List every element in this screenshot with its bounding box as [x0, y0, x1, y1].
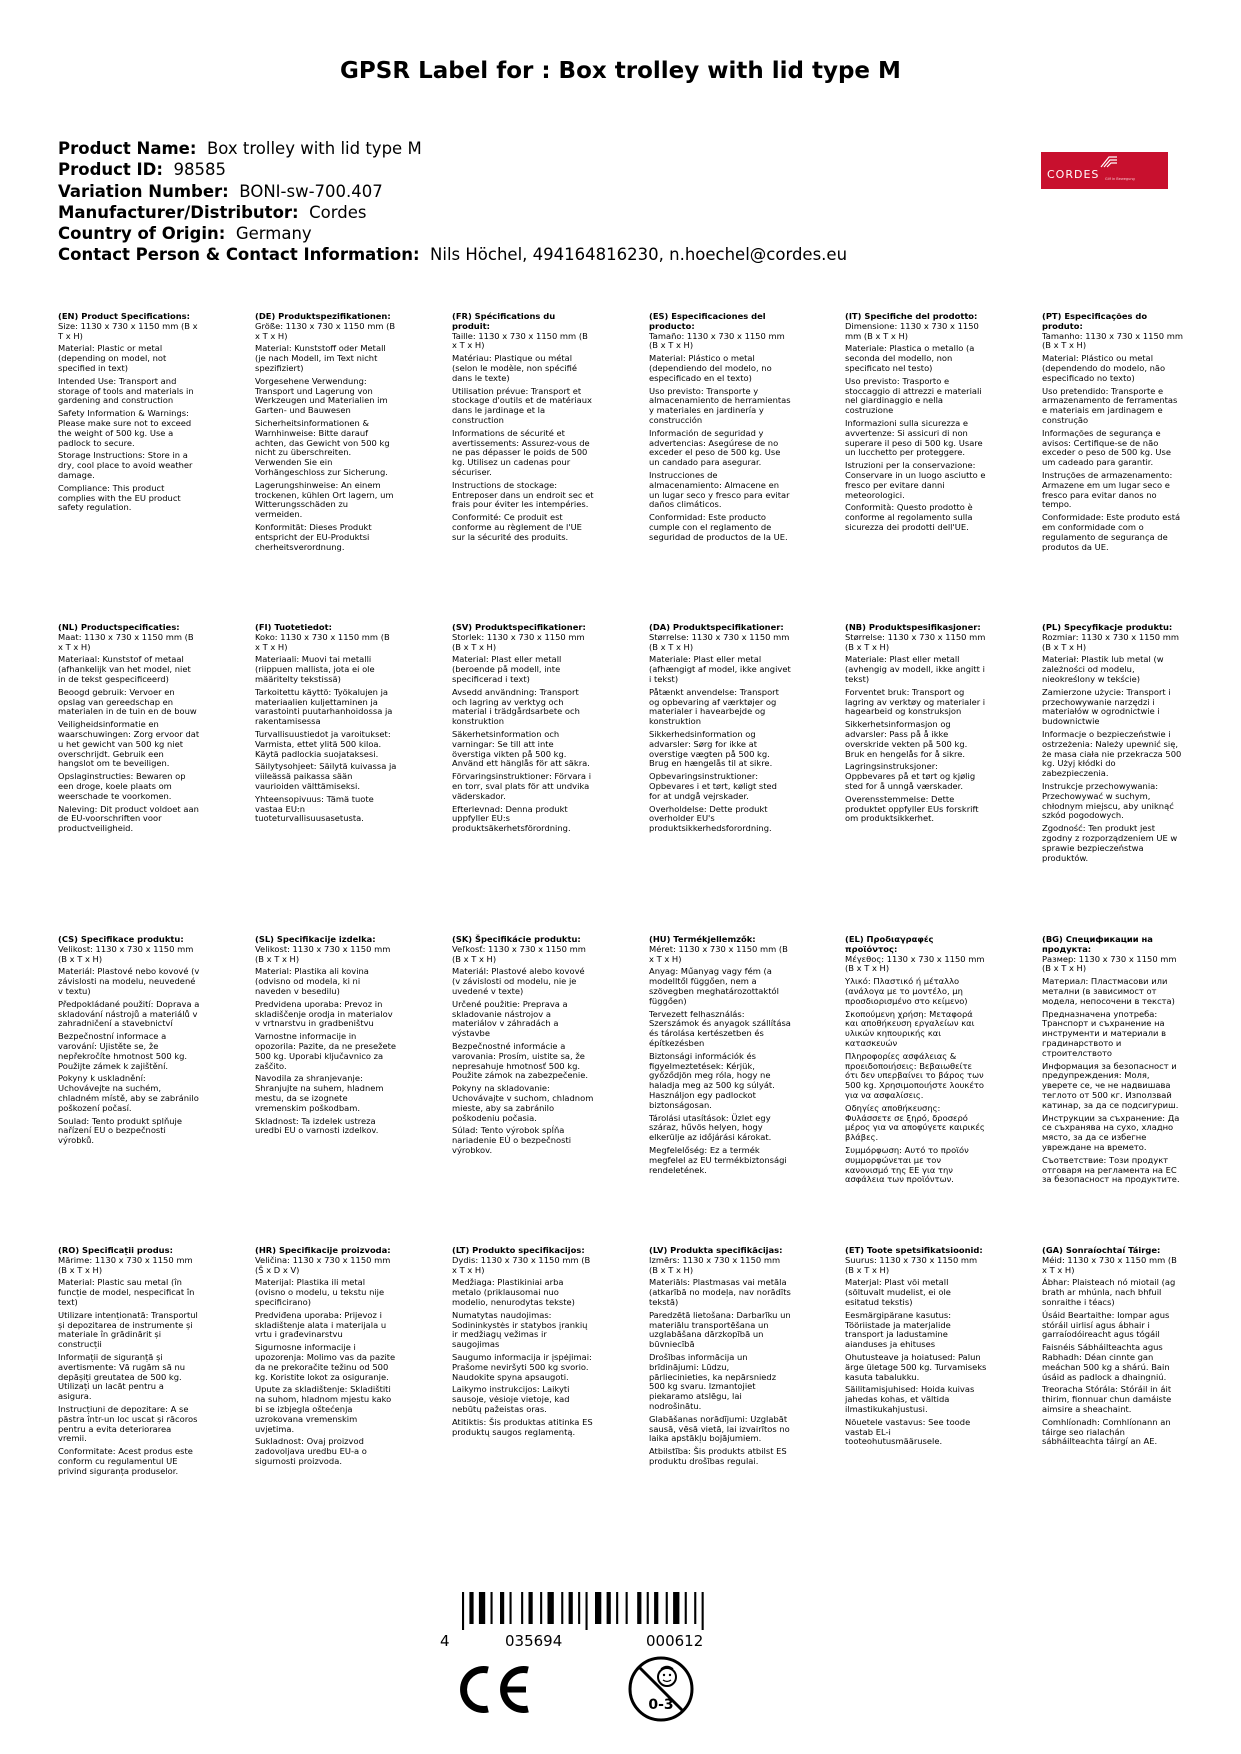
- spec-paragraph: Informacje o bezpieczeństwie i ostrzeżenia: Należy upewnić się, że masa ciała nie przekracza 500 kg. Użyj kłódki do zabezpieczenia.: [1042, 728, 1182, 779]
- spec-heading: (RO) Specificații produs:: [58, 1245, 173, 1255]
- spec-paragraph: Informazioni sulla sicurezza e avvertenze: Si assicuri di non superare il peso di 500 kg. Usare un lucchetto per proteggere.: [845, 417, 983, 458]
- spec-paragraph: Nõuetele vastavus: See toode vastab EL-i tooteohutusmäärusele.: [845, 1416, 971, 1447]
- spec-heading: (SL) Specifikacije izdelka:: [255, 934, 376, 944]
- spec-heading: (SK) Špecifikácie produktu:: [452, 934, 581, 944]
- barcode-left-digits: 035694: [505, 1632, 563, 1650]
- spec-paragraph: Material: Plastic sau metal (în funcție de model, nespecificat în text): [58, 1277, 195, 1307]
- spec-paragraph: Overholdelse: Dette produkt overholder EU's produktsikkerhedsforordning.: [649, 803, 772, 834]
- spec-paragraph: Medžiaga: Plastikiniai arba metalo (priklausomai nuo modelio, nenurodytas tekste): [452, 1277, 575, 1307]
- spec-paragraph: Sigurnosne informacije i upozorenja: Molimo vas da pazite da ne prekoračite težinu od 500 kg. Koristite lokot za osiguranje.: [255, 1342, 396, 1382]
- barcode-bar: [561, 1592, 563, 1624]
- spec-paragraph: Säilitamisjuhised: Hoida kuivas jahedas kohas, et vältida ilmastikukahjustusi.: [845, 1384, 975, 1414]
- spec-paragraph: Conformidad: Este producto cumple con el reglamento de seguridad de productos de la UE.: [649, 512, 788, 542]
- info-manufacturer: [58, 202, 847, 223]
- info-product-id: [58, 159, 847, 180]
- spec-paragraph: Saugumo informacija ir įspėjimai: Prašome neviršyti 500 kg svorio. Naudokite spyna apsaugoti.: [452, 1351, 592, 1382]
- spec-paragraph: Treoracha Stórála: Stóráil in áit thirim, fionnuar chun damáiste aimsire a sheachaint.: [1042, 1384, 1172, 1414]
- spec-paragraph: Uso pretendido: Transporte e armazenamento de ferramentas e materiais em jardinagem e construção: [1042, 385, 1178, 425]
- info-country: [58, 223, 847, 244]
- logo-tagline: Gilf in Bewegung: [1105, 177, 1135, 181]
- spec-heading: (CS) Specifikace produktu:: [58, 934, 184, 944]
- spec-paragraph: Biztonsági információk és figyelmeztetések: Kérjük, győződjön meg róla, hogy ne haladja meg az 500 kg súlyát. Használjon egy padlockot biztonságosan.: [649, 1050, 775, 1110]
- ean-barcode: [440, 1592, 736, 1630]
- barcode-bar: [529, 1592, 533, 1624]
- ce-mark-icon: [452, 1662, 535, 1717]
- spec-paragraph: Taille: 1130 x 730 x 1150 mm (B x T x H): [452, 330, 588, 351]
- spec-heading: (PT) Especificações do produto:: [1042, 311, 1148, 331]
- spec-paragraph: Varnostne informacije in opozorila: Pazite, da ne presežete 500 kg. Uporabi ključavnico za zaščito.: [255, 1031, 397, 1071]
- spec-paragraph: Určené použitie: Preprava a skladovanie nástrojov a materiálov v záhradách a výstavbe: [452, 998, 568, 1039]
- spec-paragraph: Megfelelőség: Ez a termék megfelel az EU termékbiztonsági rendeletének.: [649, 1144, 787, 1175]
- spec-paragraph: Material: Plástico o metal (dependiendo del modelo, no especificado en el texto): [649, 353, 772, 383]
- spec-paragraph: Konformität: Dieses Produkt entspricht der EU-Produktsi cherheitsverordnung.: [255, 521, 372, 552]
- spec-paragraph: Conformidade: Este produto está em conformidade com o regulamento de segurança de produtos da UE.: [1042, 512, 1181, 552]
- spec-paragraph: Instrucțiuni de depozitare: A se păstra într-un loc uscat și răcoros pentru a evita deteriorarea vremii.: [58, 1403, 198, 1444]
- spec-paragraph: Dimensione: 1130 x 730 x 1150 mm (B x T x H): [845, 320, 979, 341]
- spec-block: [452, 935, 594, 1159]
- barcode-bar: [595, 1592, 601, 1624]
- spec-block: [58, 623, 200, 837]
- spec-block: [452, 623, 594, 837]
- spec-paragraph: Μέγεθος: 1130 x 730 x 1150 mm (B x T x H): [845, 953, 985, 974]
- spec-paragraph: Materiale: Plast eller metall (avhengig av modell, ikke angitt i tekst): [845, 654, 985, 684]
- barcode-bar: [491, 1592, 493, 1624]
- spec-paragraph: Σκοπούμενη χρήση: Μεταφορά και αποθήκευση εργαλείων και υλικών κηπουρικής και κατασκευών: [845, 1008, 975, 1048]
- barcode-bar: [685, 1592, 687, 1624]
- spec-paragraph: Anyag: Műanyag vagy fém (a modelltől függően, nem a szövegben meghatározottaktól függően): [649, 966, 779, 1006]
- spec-heading: (NB) Produktspesifikasjoner:: [845, 622, 981, 632]
- spec-paragraph: Materiaal: Kunststof of metaal (afhankelijk van het model, niet in de tekst gespecificeerd): [58, 654, 191, 684]
- info-value: Box trolley with lid type M: [206, 139, 422, 158]
- spec-paragraph: Materijal: Plastika ili metal (ovisno o modelu, u tekstu nije specificirano): [255, 1277, 385, 1307]
- spec-heading: (IT) Specifiche del prodotto:: [845, 311, 978, 321]
- barcode-bar: [702, 1592, 704, 1630]
- spec-paragraph: Materiaali: Muovi tai metalli (riippuen mallista, jota ei ole määritelty tekstissä): [255, 654, 375, 684]
- barcode-bar: [510, 1592, 512, 1624]
- barcode-bar: [462, 1592, 464, 1630]
- spec-heading: (LV) Produkta specifikācijas:: [649, 1245, 783, 1255]
- barcode-bar: [540, 1592, 542, 1624]
- spec-paragraph: Größe: 1130 x 730 x 1150 mm (B x T x H): [255, 320, 396, 341]
- spec-paragraph: Säilytysohjeet: Säilytä kuivassa ja viileässä paikassa sään vaurioiden välttämiseksi.: [255, 761, 397, 791]
- spec-paragraph: Instrukcje przechowywania: Przechowywać w suchym, chłodnym miejscu, aby uniknąć szkód pogodowych.: [1042, 780, 1174, 821]
- logo-mark-icon: [1099, 155, 1119, 169]
- info-product-name: [58, 138, 847, 159]
- spec-block: [255, 623, 397, 827]
- spec-paragraph: Съответствие: Този продукт отговаря на регламента на ЕС за безопасност на продуктите.: [1042, 1154, 1180, 1185]
- spec-paragraph: Upute za skladištenje: Skladištiti na suhom, hladnom mjestu kako bi se izbjegla oštećenja uzrokovana vremenskim uvjetima.: [255, 1384, 392, 1434]
- spec-heading: (BG) Спецификации на продукта:: [1042, 934, 1153, 954]
- spec-paragraph: Materjal: Plast või metall (sõltuvalt mudelist, ei ole esitatud tekstis): [845, 1277, 951, 1307]
- spec-paragraph: Navodila za shranjevanje: Shranjujte na suhem, hladnem mestu, da se izognete vremenskim poškodbam.: [255, 1073, 384, 1113]
- barcode-right-digits: 000612: [646, 1632, 704, 1650]
- spec-paragraph: Material: Plastika ali kovina (odvisno od modela, ki ni naveden v besedilu): [255, 966, 369, 996]
- spec-paragraph: Lagerungshinweise: An einem trockenen, kühlen Ort lagern, um Witterungsschäden zu vermeiden.: [255, 479, 394, 520]
- spec-block: [649, 623, 791, 837]
- spec-paragraph: Materiál: Plastové nebo kovové (v závislosti na modelu, neuvedené v textu): [58, 966, 200, 996]
- barcode-bar: [626, 1592, 628, 1624]
- spec-paragraph: Størrelse: 1130 x 730 x 1150 mm (B x T x H): [845, 631, 986, 652]
- spec-block: [845, 935, 987, 1188]
- spec-paragraph: Beoogd gebruik: Vervoer en opslag van gereedschap en materialen in de tuin en de bouw: [58, 686, 197, 717]
- spec-paragraph: Størrelse: 1130 x 730 x 1150 mm (B x T x H): [649, 631, 790, 652]
- spec-paragraph: Materiał: Plastik lub metal (w zależności od modelu, nieokreślony w tekście): [1042, 654, 1164, 684]
- spec-block: [255, 312, 397, 555]
- barcode-bar: [469, 1592, 473, 1624]
- spec-paragraph: Dydis: 1130 x 730 x 1150 mm (B x T x H): [452, 1254, 591, 1275]
- spec-paragraph: Utilisation prévue: Transport et stockage d'outils et de matériaux dans le jardinage et la construction: [452, 385, 592, 425]
- spec-heading: (EL) Προδιαγραφές προϊόντος:: [845, 934, 934, 954]
- spec-paragraph: Säkerhetsinformation och varningar: Se till att inte överstiga vikten på 500 kg. Använd ett hänglås för att säkra.: [452, 728, 590, 769]
- spec-block: [845, 623, 987, 827]
- barcode-bar: [548, 1592, 554, 1624]
- spec-paragraph: Bezpečnostné informácie a varovania: Prosím, uistite sa, že nepresahuje hmotnosť 500 kg. Použite zámok na zabezpečenie.: [452, 1040, 588, 1081]
- spec-paragraph: Skladnost: Ta izdelek ustreza uredbi EU o varnosti izdelkov.: [255, 1115, 379, 1136]
- spec-paragraph: Méret: 1130 x 730 x 1150 mm (B x T x H): [649, 943, 788, 964]
- barcode-bar: [569, 1592, 573, 1624]
- spec-block: [452, 312, 594, 546]
- spec-block: [452, 1246, 594, 1440]
- spec-heading: (HU) Termékjellemzők:: [649, 934, 756, 944]
- info-value: BONI-sw-700.407: [239, 181, 383, 201]
- spec-paragraph: Atbilstība: Šis produkts atbilst ES produktu drošības regulai.: [649, 1446, 787, 1466]
- spec-paragraph: Mărime: 1130 x 730 x 1150 mm (B x T x H): [58, 1254, 193, 1275]
- info-label: Product ID:: [58, 160, 163, 180]
- spec-paragraph: Información de seguridad y advertencias: Asegúrese de no exceder el peso de 500 kg. Use un candado para asegurar.: [649, 427, 781, 468]
- spec-paragraph: Velikost: 1130 x 730 x 1150 mm (B x T x H): [255, 943, 391, 964]
- spec-paragraph: Instructions de stockage: Entreposer dans un endroit sec et frais pour éviter les intempéries.: [452, 479, 594, 510]
- spec-paragraph: Υλικό: Πλαστικό ή μέταλλο (ανάλογα με το μοντέλο, μη προσδιορισμένο στο κείμενο): [845, 976, 968, 1006]
- age-range-text: 0-3: [648, 1697, 674, 1713]
- barcode-bar: [586, 1592, 588, 1630]
- spec-paragraph: Comhlíonadh: Comhlíonann an táirge seo rialachán sábháilteachta táirgí an AE.: [1042, 1416, 1171, 1447]
- barcode-bar: [694, 1592, 696, 1624]
- spec-paragraph: Информация за безопасност и предупреждения: Моля, уверете се, че не надвишава теглото от 500 кг. Използвай катинар, за да се подсигуриш.: [1042, 1060, 1179, 1110]
- spec-paragraph: Pokyny na skladovanie: Uchovávajte v suchom, chladnom mieste, aby sa zabránilo poškodeniu počasia.: [452, 1083, 594, 1123]
- spec-paragraph: Utilizare intenționată: Transportul și depozitarea de instrumente și materiale în grădinărit și construcții: [58, 1309, 198, 1350]
- spec-heading: (LT) Produkto specifikacijos:: [452, 1245, 585, 1255]
- spec-heading: (ET) Toote spetsifikatsioonid:: [845, 1245, 983, 1255]
- spec-paragraph: Intended Use: Transport and storage of tools and materials in gardening and construction: [58, 375, 194, 406]
- info-value: Cordes: [309, 202, 367, 222]
- spec-paragraph: Sikkerhedsinformation og advarsler: Sørg for ikke at overstige vægten på 500 kg. Brug en hængelås til at sikre.: [649, 728, 773, 769]
- spec-paragraph: Material: Plast eller metall (beroende på modell, inte specificerad i text): [452, 654, 562, 684]
- spec-heading: (FR) Spécifications du produit:: [452, 311, 556, 331]
- spec-heading: (EN) Product Specifications:: [58, 311, 190, 321]
- age-warning-icon: [627, 1655, 695, 1723]
- barcode-bar: [637, 1592, 641, 1624]
- spec-paragraph: Instruções de armazenamento: Armazene em um lugar seco e fresco para evitar danos no tempo.: [1042, 469, 1173, 510]
- page-title: GPSR Label for : Box trolley with lid type M: [340, 58, 901, 84]
- barcode-bar: [578, 1592, 580, 1624]
- spec-paragraph: Predvidena uporaba: Prevoz in skladiščenje orodja in materialov v vrtnarstvu in gradbeništvu: [255, 998, 393, 1029]
- spec-paragraph: Size: 1130 x 730 x 1150 mm (B x T x H): [58, 320, 198, 341]
- spec-paragraph: Atitiktis: Šis produktas atitinka ES produktų saugos reglamentą.: [452, 1416, 593, 1437]
- spec-paragraph: Avsedd användning: Transport och lagring av verktyg och material i trädgårdsarbete och konstruktion: [452, 686, 580, 727]
- spec-paragraph: Opslaginstructies: Bewaren op een droge, koele plaats om weerschade te voorkomen.: [58, 771, 186, 801]
- spec-paragraph: Compliance: This product complies with the EU product safety regulation.: [58, 482, 181, 513]
- spec-paragraph: Turvallisuustiedot ja varoitukset: Varmista, ettet ylitä 500 kiloa. Käytä padlockia suojataksesi.: [255, 728, 391, 759]
- barcode-bar: [654, 1592, 658, 1624]
- product-info: [58, 138, 847, 266]
- spec-paragraph: Tarkoitettu käyttö: Työkalujen ja materiaalien kuljettaminen ja varastointi puutarhanhoidossa ja rakentamisessa: [255, 686, 393, 727]
- spec-heading: (GA) Sonraíochtaí Táirge:: [1042, 1245, 1161, 1255]
- spec-paragraph: Velikost: 1130 x 730 x 1150 mm (B x T x H): [58, 943, 194, 964]
- spec-paragraph: Materiale: Plastica o metallo (a seconda del modello, non specificato nel testo): [845, 343, 975, 373]
- spec-paragraph: Predviđena uporaba: Prijevoz i skladištenje alata i materijala u vrtu i građevinarstvu: [255, 1309, 387, 1340]
- spec-paragraph: Veľkosť: 1130 x 730 x 1150 mm (B x T x H): [452, 943, 586, 964]
- spec-paragraph: Forventet bruk: Transport og lagring av verktøy og materialer i hagearbeid og konstruksjon: [845, 686, 986, 717]
- spec-paragraph: Material: Plástico ou metal (dependendo do modelo, não especificado no texto): [1042, 353, 1166, 383]
- barcode-first-digit: 4: [440, 1632, 450, 1650]
- spec-paragraph: Laikymo instrukcijos: Laikyti sausoje, vėsioje vietoje, kad nebūtų pažeistas oras.: [452, 1384, 570, 1414]
- spec-paragraph: Rozmiar: 1130 x 730 x 1150 mm (B x T x H): [1042, 631, 1179, 652]
- spec-paragraph: Zgodność: Ten produkt jest zgodny z rozporządzeniem UE w sprawie bezpieczeństwa produktów.: [1042, 823, 1178, 863]
- spec-block: [649, 312, 791, 546]
- spec-heading: (FI) Tuotetiedot:: [255, 622, 332, 632]
- spec-paragraph: Material: Plastic or metal (depending on model, not specified in text): [58, 343, 167, 373]
- spec-paragraph: Размер: 1130 x 730 x 1150 mm (B x T x H): [1042, 953, 1177, 974]
- spec-paragraph: Bezpečnostní informace a varování: Ujistěte se, že nepřekročíte hmotnost 500 kg. Použijte zámek k zajištění.: [58, 1031, 188, 1071]
- spec-paragraph: Uso previsto: Trasporto e stoccaggio di attrezzi e materiali nel giardinaggio e nella costruzione: [845, 375, 982, 416]
- spec-paragraph: Informations de sécurité et avertissements: Assurez-vous de ne pas dépasser le poids de 500 kg. Utilisez un cadenas pour sécuriser.: [452, 427, 590, 477]
- barcode-bar: [673, 1592, 679, 1624]
- spec-block: [1042, 623, 1184, 866]
- spec-paragraph: Matériau: Plastique ou métal (selon le modèle, non spécifié dans le texte): [452, 353, 578, 383]
- barcode-bar: [521, 1592, 523, 1624]
- spec-heading: (PL) Specyfikacje produktu:: [1042, 622, 1173, 632]
- spec-paragraph: Material: Kunststoff oder Metall (je nach Modell, im Text nicht spezifiziert): [255, 343, 386, 373]
- spec-block: [58, 935, 200, 1149]
- spec-paragraph: Tamanho: 1130 x 730 x 1150 mm (B x T x H): [1042, 330, 1183, 351]
- spec-paragraph: Conformité: Ce produit est conforme au règlement de l'UE sur la sécurité des produits.: [452, 512, 582, 542]
- spec-paragraph: Sikkerhetsinformasjon og advarsler: Pass på å ikke overskride vekten på 500 kg. Bruk en hengelås for å sikre.: [845, 719, 968, 759]
- spec-paragraph: Naleving: Dit product voldoet aan de EU-voorschriften voor productveiligheid.: [58, 803, 199, 834]
- spec-paragraph: Påtænkt anvendelse: Transport og opbevaring af værktøjer og materialer i havearbejde og konstruktion: [649, 686, 779, 727]
- spec-paragraph: Úsáid Beartaithe: Iompar agus stóráil uirlisí agus ábhair i garraíodóireacht agus tógáil: [1042, 1309, 1170, 1340]
- spec-paragraph: Ohutusteave ja hoiatused: Palun ärge ületage 500 kg. Turvamiseks kasuta tabalukku.: [845, 1351, 987, 1382]
- spec-block: [845, 1246, 987, 1450]
- spec-paragraph: Opbevaringsinstruktioner: Opbevares i et tørt, køligt sted for at undgå vejrskader.: [649, 771, 777, 801]
- spec-block: [1042, 1246, 1184, 1450]
- spec-heading: (DE) Produktspezifikationen:: [255, 311, 391, 321]
- logo-text: CORDES: [1047, 168, 1100, 181]
- spec-paragraph: Ábhar: Plaisteach nó miotail (ag brath ar mhúnla, nach bhfuil sonraithe i téacs): [1042, 1277, 1176, 1307]
- info-value: 98585: [173, 160, 226, 180]
- spec-paragraph: Suurus: 1130 x 730 x 1150 mm (B x T x H): [845, 1254, 978, 1275]
- spec-paragraph: Veiligheidsinformatie en waarschuwingen: Zorg ervoor dat u het gewicht van 500 kg niet overschrijdt. Gebruik een hangslot om te beveiligen.: [58, 719, 200, 769]
- barcode-bar: [607, 1592, 611, 1624]
- spec-paragraph: Eesmärgipärane kasutus: Tööriistade ja materjalide transport ja ladustamine aianduses ja ehituses: [845, 1309, 952, 1350]
- spec-heading: (ES) Especificaciones del producto:: [649, 311, 766, 331]
- spec-paragraph: Drošības informācija un brīdinājumi: Lūdzu, pārliecinieties, ka nepārsniedz 500 kg svaru. Izmantojiet piekaramo atslēgu, lai nodrošinātu.: [649, 1351, 777, 1411]
- spec-paragraph: Материал: Пластмасови или метални (в зависимост от модела, непосочени в текста): [1042, 976, 1175, 1006]
- info-variation-number: [58, 181, 847, 202]
- barcode-bar: [616, 1592, 618, 1624]
- spec-paragraph: Tervezett felhasználás: Szerszámok és anyagok szállítása és tárolása kertészetben és építkezésben: [649, 1008, 791, 1048]
- spec-paragraph: Glabāšanas norādījumi: Uzglabāt sausā, vēsā vietā, lai izvairītos no laika apstākļu bojājumiem.: [649, 1413, 790, 1444]
- spec-block: [58, 312, 200, 516]
- spec-paragraph: Συμμόρφωση: Αυτό το προϊόν συμμορφώνεται με τον κανονισμό της ΕΕ για την ασφάλεια των προϊόντων.: [845, 1144, 969, 1185]
- spec-block: [58, 1246, 200, 1480]
- barcode-bar: [647, 1592, 649, 1624]
- spec-heading: (NL) Productspecificaties:: [58, 622, 180, 632]
- spec-paragraph: Overensstemmelse: Dette produktet oppfyller EUs forskrift om produktsikkerhet.: [845, 793, 979, 824]
- spec-paragraph: Maat: 1130 x 730 x 1150 mm (B x T x H): [58, 631, 194, 652]
- spec-paragraph: Koko: 1130 x 730 x 1150 mm (B x T x H): [255, 631, 390, 652]
- barcode-bar: [500, 1592, 504, 1624]
- info-label: Country of Origin:: [58, 224, 226, 244]
- info-label: Variation Number:: [58, 181, 229, 201]
- spec-heading: (SV) Produktspecifikationer:: [452, 622, 586, 632]
- info-label: Product Name:: [58, 139, 197, 158]
- spec-paragraph: Předpokládané použití: Doprava a skladování nástrojů a materiálů v zahradničení a stavebnictví: [58, 998, 200, 1029]
- spec-paragraph: Paredzētā lietošana: Darbarīku un materiālu transportēšana un uzglabāšana dārzkopībā un būvniecībā: [649, 1309, 791, 1350]
- spec-block: [1042, 312, 1184, 555]
- spec-paragraph: Lagringsinstruksjoner: Oppbevares på et tørt og kjølig sted for å unngå værskader.: [845, 761, 976, 791]
- spec-block: [255, 1246, 397, 1470]
- spec-paragraph: Zamierzone użycie: Transport i przechowywanie narzędzi i materiałów w ogrodnictwie i budownictwie: [1042, 686, 1171, 727]
- spec-paragraph: Materiāls: Plastmasas vai metāla (atkarībā no modeļa, nav norādīts tekstā): [649, 1277, 791, 1307]
- spec-paragraph: Förvaringsinstruktioner: Förvara i en torr, sval plats för att undvika väderskador.: [452, 771, 592, 801]
- info-value: Nils Höchel, 494164816230, n.hoechel@cordes.eu: [430, 245, 848, 265]
- barcode-bar: [479, 1592, 485, 1624]
- spec-paragraph: Safety Information & Warnings: Please make sure not to exceed the weight of 500 kg. Use a padlock to secure.: [58, 408, 192, 448]
- info-contact: [58, 244, 847, 265]
- spec-paragraph: Súlad: Tento výrobok spĺňa nariadenie EÚ o bezpečnosti výrobkov.: [452, 1125, 572, 1155]
- spec-heading: (DA) Produktspecifikationer:: [649, 622, 784, 632]
- spec-paragraph: Pokyny k uskladnění: Uchovávejte na suchém, chladném místě, aby se zabránilo poškození počasí.: [58, 1073, 199, 1113]
- cordes-logo: [1041, 152, 1168, 189]
- spec-block: [649, 935, 791, 1178]
- spec-block: [1042, 935, 1184, 1188]
- spec-paragraph: Instrucciones de almacenamiento: Almacene en un lugar seco y fresco para evitar daños climáticos.: [649, 469, 790, 510]
- spec-paragraph: Инструкции за съхранение: Да се съхранява на сухо, хладно място, за да се избегне увреждане на времето.: [1042, 1112, 1180, 1152]
- spec-block: [845, 312, 987, 536]
- spec-paragraph: Numatytas naudojimas: Sodininkystės ir statybos įrankių ir medžiagų vežimas ir saugojimas: [452, 1309, 588, 1350]
- spec-paragraph: Tárolási utasítások: Üzlet egy száraz, hűvös helyen, hogy elkerülje az időjárási károkat.: [649, 1112, 772, 1143]
- spec-paragraph: Informações de segurança e avisos: Certifique-se de não exceder o peso de 500 kg. Use um cadeado para garantir.: [1042, 427, 1171, 468]
- spec-block: [255, 935, 397, 1139]
- spec-heading: (HR) Specifikacije proizvoda:: [255, 1245, 391, 1255]
- spec-paragraph: Sicherheitsinformationen & Warnhinweise: Bitte darauf achten, das Gewicht von 500 kg nicht zu überschreiten. Verwenden Sie ein Vorhängeschloss zur Sicherung.: [255, 417, 390, 477]
- spec-paragraph: Uso previsto: Transporte y almacenamiento de herramientas y materiales en jardinería y construcción: [649, 385, 791, 425]
- spec-paragraph: Informații de siguranță și avertismente: Vă rugăm să nu depășiți greutatea de 500 kg. Utilizați un lacăt pentru a asigura.: [58, 1351, 186, 1402]
- info-label: Manufacturer/Distributor:: [58, 202, 299, 222]
- spec-paragraph: Faisnéis Sábháilteachta agus Rabhadh: Déan cinnte gan meáchan 500 kg a shárú. Bain úsáid as padlock a dhaingniú.: [1042, 1342, 1170, 1382]
- ce-text: CE: [452, 1716, 454, 1717]
- spec-paragraph: Vorgesehene Verwendung: Transport und Lagerung von Werkzeugen und Materialien im Garten- und Bauwesen: [255, 375, 388, 416]
- spec-paragraph: Veličina: 1130 x 730 x 1150 mm (Š x D x V): [255, 1254, 391, 1275]
- barcode-bar: [666, 1592, 668, 1624]
- spec-paragraph: Предназначена употреба: Транспорт и съхранение на инструменти и материали в градинарството и строителството: [1042, 1008, 1167, 1058]
- spec-block: [649, 1246, 791, 1470]
- spec-paragraph: Izmērs: 1130 x 730 x 1150 mm (B x T x H): [649, 1254, 781, 1275]
- spec-paragraph: Sukladnost: Ovaj proizvod zadovoljava uredbu EU-a o sigurnosti proizvoda.: [255, 1436, 367, 1466]
- spec-paragraph: Οδηγίες αποθήκευσης: Φυλάσσετε σε ξηρό, δροσερό μέρος για να αποφύγετε καιρικές βλάβες.: [845, 1102, 985, 1143]
- spec-paragraph: Conformità: Questo prodotto è conforme al regolamento sulla sicurezza dei prodotti dell'UE.: [845, 502, 973, 532]
- spec-paragraph: Storlek: 1130 x 730 x 1150 mm (B x T x H): [452, 631, 585, 652]
- spec-paragraph: Storage Instructions: Store in a dry, cool place to avoid weather damage.: [58, 450, 193, 480]
- spec-paragraph: Πληροφορίες ασφάλειας & προειδοποιήσεις: Βεβαιωθείτε ότι δεν υπερβαίνει το βάρος των 500 kg. Χρησιμοποιήστε λουκέτο για να ασφαλίσεις.: [845, 1050, 984, 1100]
- spec-paragraph: Soulad: Tento produkt splňuje nařízení EU o bezpečnosti výrobků.: [58, 1115, 182, 1146]
- spec-paragraph: Conformitate: Acest produs este conform cu regulamentul UE privind siguranța produselor.: [58, 1446, 193, 1476]
- spec-paragraph: Tamaño: 1130 x 730 x 1150 mm (B x T x H): [649, 330, 785, 351]
- info-label: Contact Person & Contact Information:: [58, 245, 420, 265]
- spec-paragraph: Materiale: Plast eller metal (afhængigt af model, ikke angivet i tekst): [649, 654, 791, 684]
- spec-paragraph: Materiál: Plastové alebo kovové (v závislosti od modelu, nie je uvedené v texte): [452, 966, 585, 996]
- info-value: Germany: [235, 224, 312, 244]
- spec-paragraph: Istruzioni per la conservazione: Conservare in un luogo asciutto e fresco per evitare danni meteorologici.: [845, 460, 986, 500]
- spec-paragraph: Yhteensopivuus: Tämä tuote vastaa EU:n tuoteturvallisuusasetusta.: [255, 793, 374, 824]
- spec-paragraph: Méid: 1130 x 730 x 1150 mm (B x T x H): [1042, 1254, 1177, 1275]
- spec-paragraph: Efterlevnad: Denna produkt uppfyller EU:s produktsäkerhetsförordning.: [452, 803, 571, 834]
